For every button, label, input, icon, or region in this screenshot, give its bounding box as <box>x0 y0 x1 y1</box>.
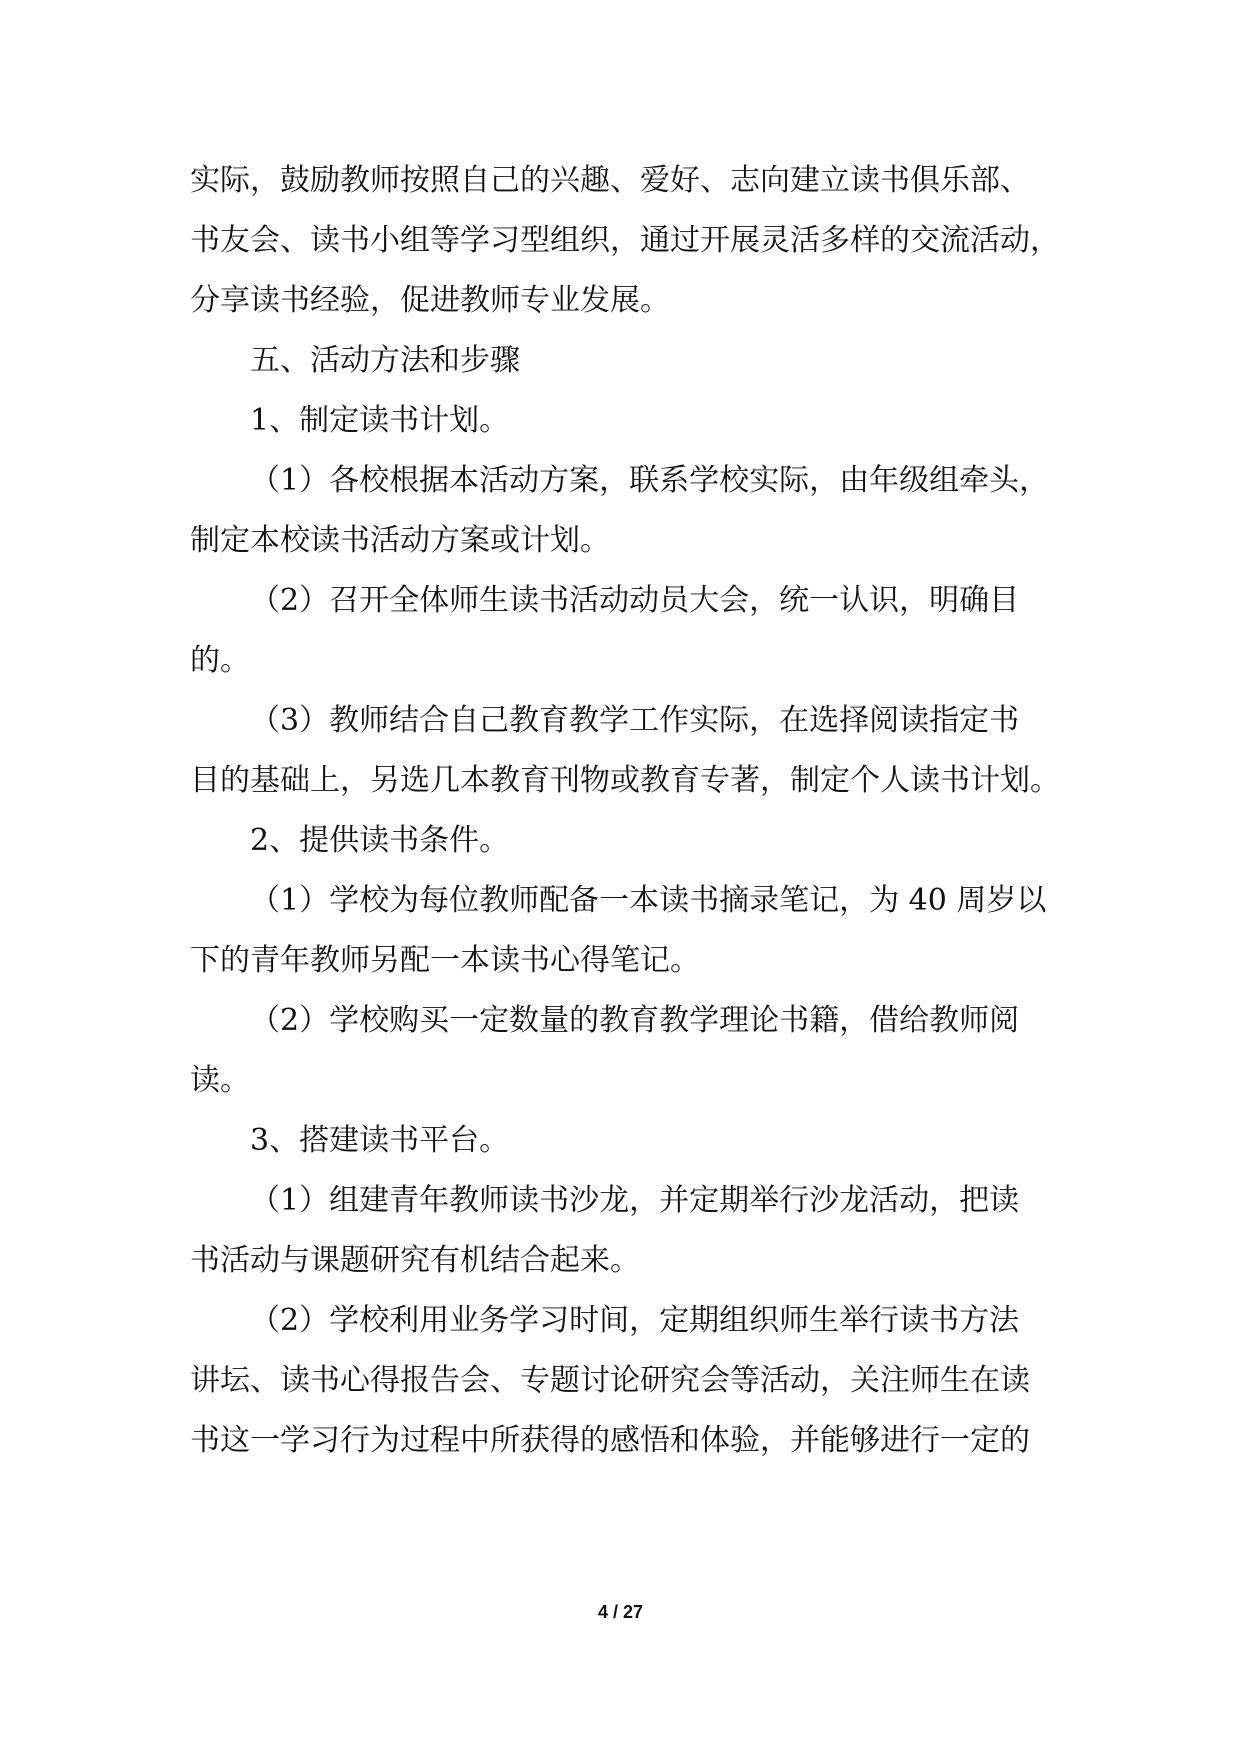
text-line: 实际，鼓励教师按照自己的兴趣、爱好、志向建立读书俱乐部、 <box>190 163 1030 198</box>
section-heading: 五、活动方法和步骤 <box>250 343 520 378</box>
text-line: （1）学校为每位教师配备一本读书摘录笔记，为 40 周岁以 <box>250 883 1047 918</box>
text-line: 书活动与课题研究有机结合起来。 <box>190 1243 640 1278</box>
text-line: （3）教师结合自己教育教学工作实际，在选择阅读指定书 <box>250 703 1020 738</box>
text-line: （2）学校利用业务学习时间，定期组织师生举行读书方法 <box>250 1303 1020 1338</box>
text-line: （2）学校购买一定数量的教育教学理论书籍，借给教师阅 <box>250 1003 1020 1038</box>
page-number: 4 / 27 <box>597 1602 644 1622</box>
text-line: 读。 <box>190 1063 250 1098</box>
text-line: （1）组建青年教师读书沙龙，并定期举行沙龙活动，把读 <box>250 1183 1020 1218</box>
text-line: （2）召开全体师生读书活动动员大会，统一认识，明确目 <box>250 583 1020 618</box>
text-line: 的。 <box>190 643 250 678</box>
text-line: 目的基础上，另选几本教育刊物或教育专著，制定个人读书计划。 <box>190 763 1060 798</box>
text-line: 下的青年教师另配一本读书心得笔记。 <box>190 943 700 978</box>
text-line: 讲坛、读书心得报告会、专题讨论研究会等活动，关注师生在读 <box>190 1363 1030 1398</box>
text-line: 制定本校读书活动方案或计划。 <box>190 523 610 558</box>
text-line: （1）各校根据本活动方案，联系学校实际，由年级组牵头， <box>250 463 1050 498</box>
text-line: 分享读书经验，促进教师专业发展。 <box>190 283 670 318</box>
subsection-heading: 1、制定读书计划。 <box>250 403 510 438</box>
text-line: 书这一学习行为过程中所获得的感悟和体验，并能够进行一定的 <box>190 1423 1030 1458</box>
subsection-heading: 2、提供读书条件。 <box>250 823 510 858</box>
text-line: 书友会、读书小组等学习型组织，通过开展灵活多样的交流活动， <box>190 223 1060 258</box>
subsection-heading: 3、搭建读书平台。 <box>250 1123 510 1158</box>
